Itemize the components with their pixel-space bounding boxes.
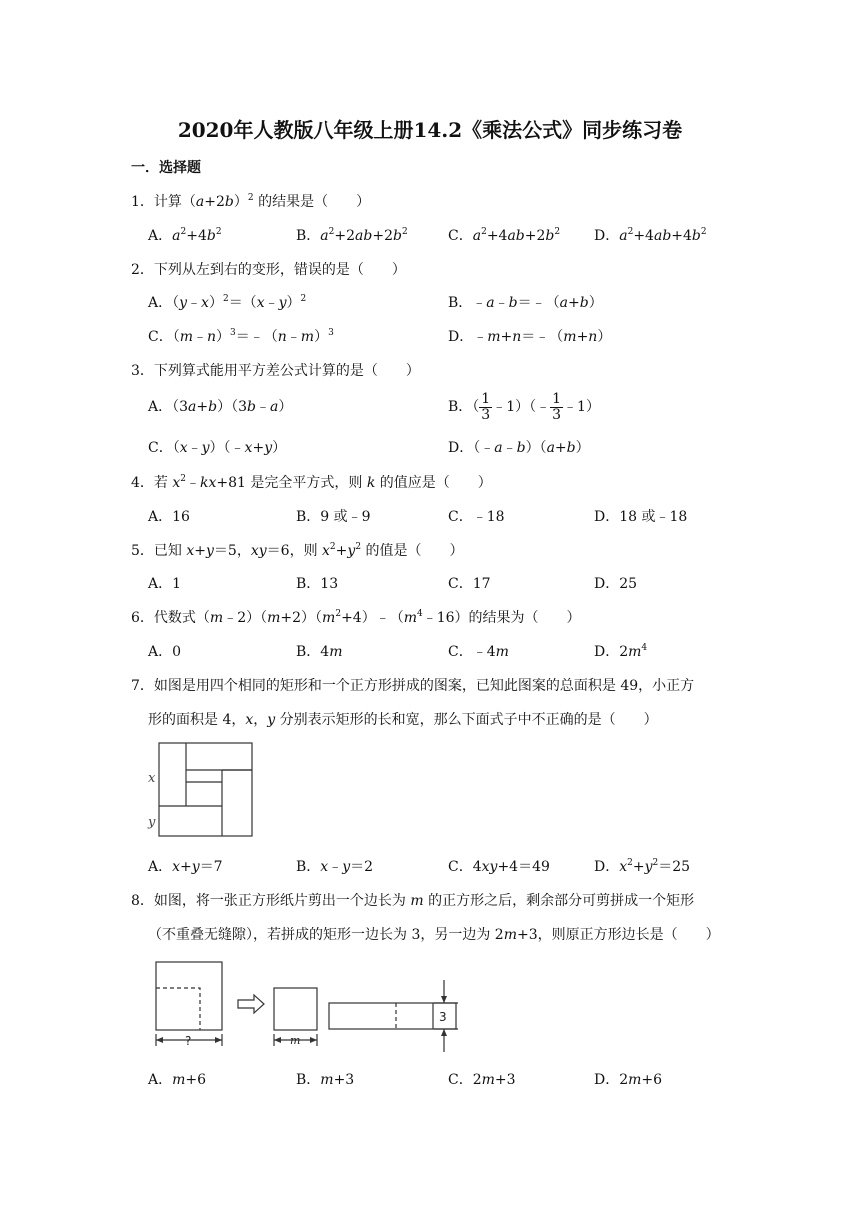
question-8-stem-line1: 8．如图，将一张正方形纸片剪出一个边长为 m 的正方形之后，剩余部分可剪拼成一个矩形 [131, 893, 695, 909]
question-5-stem: 5．已知 x+y＝5，xy＝6，则 $x^2+y^2$ 的值是（ ） [131, 542, 464, 559]
fig-label-m: m [290, 1034, 301, 1047]
page-title: 2020年人教版八年级上册14.2《乘法公式》同步练习卷 [177, 118, 683, 142]
question-7-stem-line2: 形的面积是 4，x，y 分别表示矩形的长和宽，那么下面式子中不正确的是（ ） [148, 712, 658, 728]
q8-option-d: D．2m+6 [594, 1072, 663, 1088]
q5-option-a: A．1 [148, 576, 182, 592]
q4-option-d: D．18 或﹣18 [594, 509, 688, 525]
q8-cut-paper-figure [148, 954, 468, 1054]
q7-option-a: A．x+y＝7 [148, 859, 223, 875]
q7-pinwheel-figure [144, 740, 256, 840]
q4-option-b: B．9 或﹣9 [296, 509, 371, 525]
question-1-stem: 1．计算$(a+2b)^2$ 的结果是（ ） [131, 193, 371, 210]
question-4-stem: 4．若 $x^2﹣kx+81$ 是完全平方式，则 k 的值应是（ ） [131, 474, 492, 491]
q5-option-b: B．13 [296, 576, 339, 592]
q7-option-b: B．x﹣y＝2 [296, 859, 374, 875]
q2-option-d: D．﹣m+n＝﹣（m+n） [448, 329, 612, 345]
q6-option-c: C．﹣4m [448, 644, 509, 660]
q2-option-c: C．（m﹣n）$^3$＝﹣（n﹣m）$^3$ [148, 328, 334, 345]
question-2-stem: 2．下列从左到右的变形，错误的是（ ） [131, 262, 406, 278]
q8-option-c: C．2m+3 [448, 1072, 516, 1088]
q7-option-c: C．4xy+4＝49 [448, 859, 550, 875]
q1-option-a: A．$a^2+4b^2$ [148, 227, 222, 244]
q8-option-a: A．m+6 [148, 1072, 207, 1088]
question-8-stem-line2: （不重叠无缝隙），若拼成的矩形一边长为 3，另一边为 2m+3，则原正方形边长是（ ） [148, 927, 720, 943]
question-6-stem: 6．代数式$(m﹣2)(m+2)(m^2+4)﹣(m^4﹣16)$的结果为（ ） [131, 609, 581, 626]
q5-option-d: D．25 [594, 576, 638, 592]
q1-option-d: D．$a^2+4ab+4b^2$ [594, 227, 707, 244]
q4-option-c: C．﹣18 [448, 509, 505, 525]
section-heading: 一．选择题 [131, 160, 201, 176]
question-3-stem: 3．下列算式能用平方差公式计算的是（ ） [131, 363, 420, 379]
question-7-stem-line1: 7．如图是用四个相同的矩形和一个正方形拼成的图案，已知此图案的总面积是 49，小正方 [131, 678, 695, 694]
q3-option-d: D．（﹣a﹣b）（a+b） [448, 440, 590, 456]
q1-option-b: B．$a^2+2ab+2b^2$ [296, 227, 408, 244]
fraction-one-third: $\frac{1}{3}$ [552, 390, 562, 423]
q6-option-b: B．4m [296, 644, 343, 660]
q3-option-c: C．（x﹣y）（﹣x+y） [148, 440, 287, 456]
q6-option-d: D．$2m^4$ [594, 643, 648, 660]
q7-option-d: D．$x^2+y^2=25$ [594, 858, 691, 875]
q8-option-b: B．m+3 [296, 1072, 355, 1088]
fig-label-3: 3 [439, 1010, 447, 1024]
q1-option-c: C．$a^2+4ab+2b^2$ [448, 227, 561, 244]
q4-option-a: A．16 [148, 509, 190, 525]
q2-option-a: A．（y﹣x）$^2$＝（x﹣y）$^2$ [148, 294, 307, 311]
q6-option-a: A．0 [148, 644, 182, 660]
fig-label-question-mark: ? [185, 1034, 192, 1048]
fig-label-x: x [148, 771, 156, 786]
q5-option-c: C．17 [448, 576, 491, 592]
q3-option-b: B．（ $\frac{1}{3}$ ﹣1）（﹣ $\frac{1}{3}$ ﹣1） [448, 390, 600, 423]
q3-option-a: A．（3a+b）（3b﹣a） [148, 399, 293, 415]
q2-option-b: B．﹣a﹣b＝﹣（a+b） [448, 295, 603, 311]
fig-label-y: y [148, 815, 156, 830]
fraction-one-third: $\frac{1}{3}$ [481, 390, 491, 423]
